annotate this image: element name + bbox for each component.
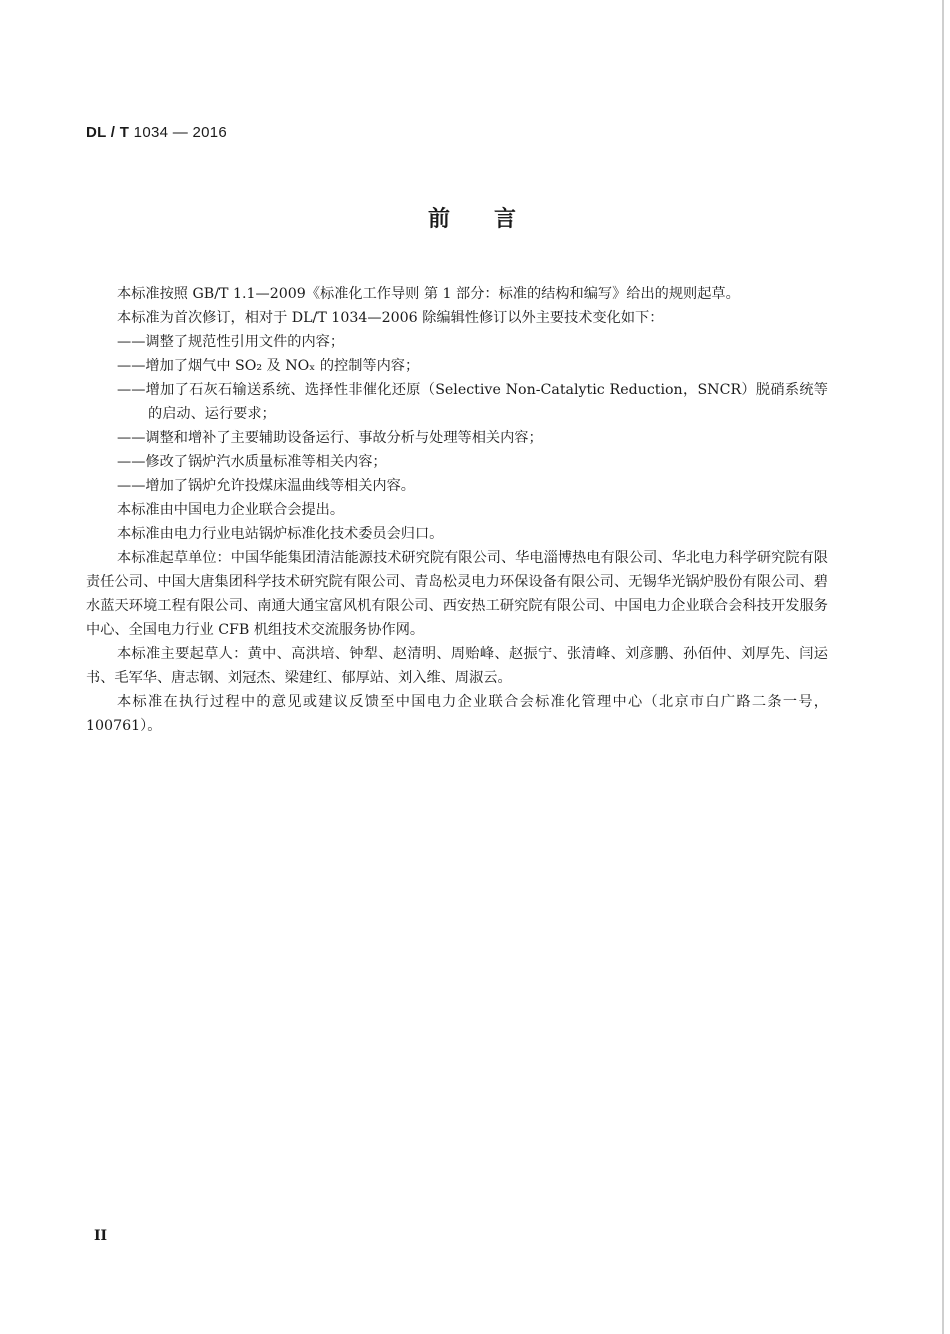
paragraph-revision-intro: 本标准为首次修订，相对于 DL/T 1034—2006 除编辑性修订以外主要技术变化如下： xyxy=(117,310,664,326)
paragraph-drafters: 本标准主要起草人：黄中、高洪培、钟犁、赵清明、周贻峰、赵振宁、张清峰、刘彦鹏、孙佰仲、刘厚先、闫运书、毛军华、唐志钢、刘冠杰、梁建红、郁厚站、刘入维、周淑云。 xyxy=(86,646,828,686)
standard-prefix: DL / T xyxy=(86,124,130,141)
page-number: II xyxy=(94,1228,108,1244)
change-item: ——调整和增补了主要辅助设备运行、事故分析与处理等相关内容； xyxy=(117,430,543,446)
paragraph-proposer: 本标准由中国电力企业联合会提出。 xyxy=(117,502,345,518)
change-item: ——修改了锅炉汽水质量标准等相关内容； xyxy=(117,454,387,470)
change-item: ——调整了规范性引用文件的内容； xyxy=(117,334,345,350)
standard-code xyxy=(86,124,227,141)
change-item: ——增加了锅炉允许投煤床温曲线等相关内容。 xyxy=(117,478,415,494)
change-item: ——增加了石灰石输送系统、选择性非催化还原（Selective Non-Catalytic Reduction，SNCR）脱硝系统等的启动、运行要求； xyxy=(117,382,828,422)
page-title: 前言 xyxy=(427,207,560,232)
standard-number: 1034 — 2016 xyxy=(129,124,228,141)
paragraph-drafting-rules: 本标准按照 GB/T 1.1—2009《标准化工作导则 第 1 部分：标准的结构和编写》给出的规则起草。 xyxy=(117,286,740,302)
foreword-body xyxy=(86,282,828,738)
change-item: ——增加了烟气中 SO₂ 及 NOₓ 的控制等内容； xyxy=(117,358,420,374)
paragraph-drafting-units: 本标准起草单位：中国华能集团清洁能源技术研究院有限公司、华电淄博热电有限公司、华北电力科学研究院有限责任公司、中国大唐集团科学技术研究院有限公司、青岛松灵电力环保设备有限公司、无锡华光锅炉股份有限公司、碧水蓝天环境工程有限公司、南通大通宝富风机有限公司、西安热工研究院有限公司、中国电力企业联合会科技开发服务中心、全国电力行业 CFB 机组技术交流服务协作网。 xyxy=(86,550,828,638)
paragraph-feedback: 本标准在执行过程中的意见或建议反馈至中国电力企业联合会标准化管理中心（北京市白广路二条一号，100761）。 xyxy=(86,694,828,734)
paragraph-centralized: 本标准由电力行业电站锅炉标准化技术委员会归口。 xyxy=(117,526,444,542)
